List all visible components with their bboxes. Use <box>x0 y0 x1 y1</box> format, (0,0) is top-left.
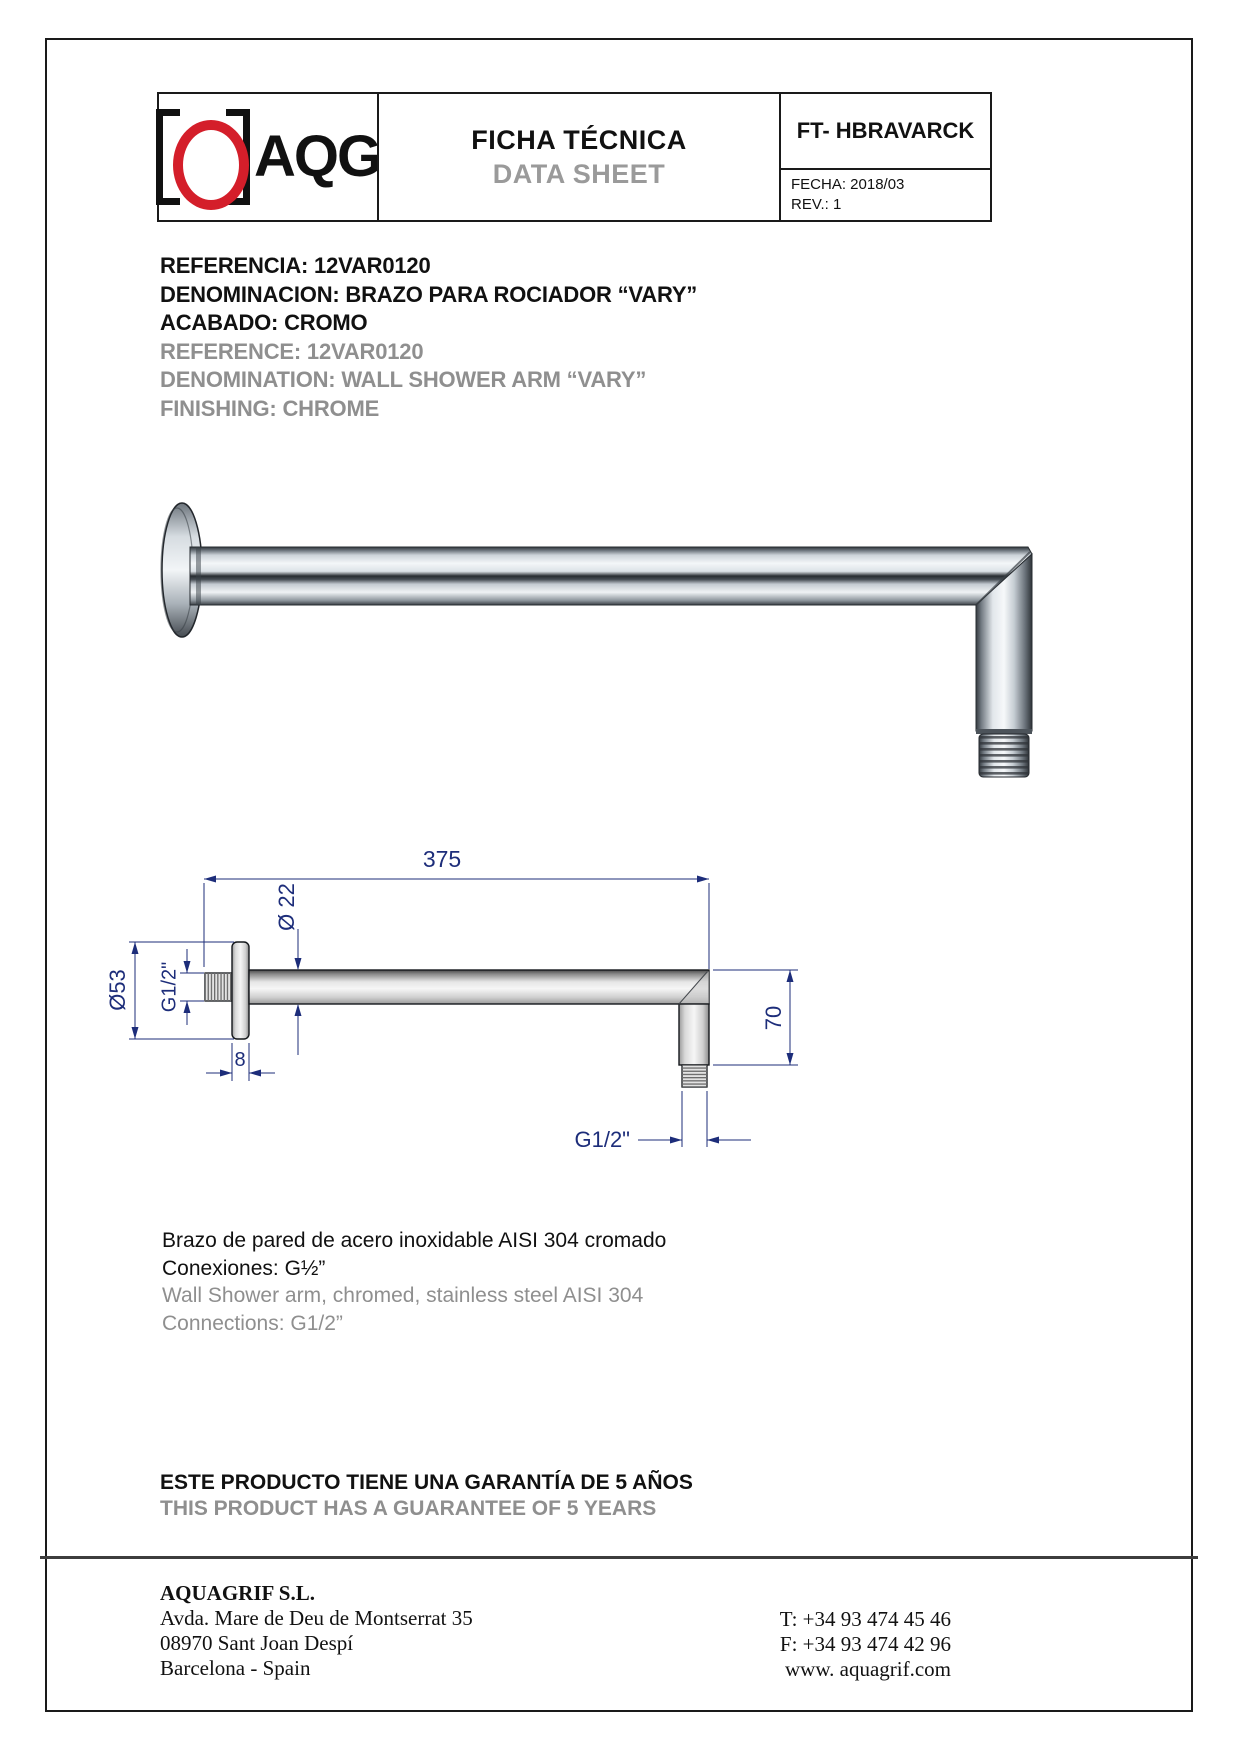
description-es-2: Conexiones: G½” <box>162 1256 326 1280</box>
doc-date: FECHA: 2018/03 <box>791 176 905 193</box>
company-address-3: Barcelona - Spain <box>160 1656 311 1680</box>
description-en-1: Wall Shower arm, chromed, stainless steel AISI 304 <box>162 1284 644 1307</box>
denomination-es: DENOMINACION: BRAZO PARA ROCIADOR “VARY” <box>160 281 698 307</box>
shower-arm-photo <box>161 503 1032 777</box>
datasheet-page <box>45 38 1193 1712</box>
horizontal-tube-drawing <box>249 970 709 1004</box>
flange-drawing <box>232 942 249 1039</box>
dim-flange-diameter-label: Ø53 <box>104 969 130 1011</box>
warranty-es: ESTE PRODUCTO TIENE UNA GARANTÍA DE 5 AÑOS <box>160 1471 693 1494</box>
horizontal-tube-photo <box>190 547 1032 605</box>
reference-es: REFERENCIA: 12VAR0120 <box>160 253 431 278</box>
doc-title-es: FICHA TÉCNICA <box>471 124 687 155</box>
doc-meta <box>781 168 990 220</box>
code-cell <box>779 94 990 220</box>
dim-outlet-thread-label: G1/2" <box>574 1127 630 1152</box>
logo-cell <box>159 94 381 220</box>
description-es-1: Brazo de pared de acero inoxidable AISI 304 cromado <box>162 1229 667 1252</box>
footer-company-block <box>160 1581 473 1681</box>
dim-wall-thread-label: G1/2" <box>158 961 181 1013</box>
technical-drawing <box>102 757 802 1152</box>
shower-arm-outline <box>205 942 709 1087</box>
description-block <box>162 1227 666 1337</box>
outlet-thread-ridges <box>979 734 1029 777</box>
aqg-logo-icon <box>156 109 250 205</box>
dim-drop-label: 70 <box>760 1005 786 1031</box>
outlet-thread-hatch <box>682 1065 707 1087</box>
company-name: AQUAGRIF S.L. <box>160 1581 315 1605</box>
warranty-en: THIS PRODUCT HAS A GUARANTEE OF 5 YEARS <box>160 1497 657 1520</box>
product-photo <box>152 442 1042 787</box>
warranty-block <box>160 1470 693 1522</box>
footer-contact-block <box>780 1607 951 1682</box>
doc-code: FT- HBRAVARCK <box>796 118 975 143</box>
company-address-2: 08970 Sant Joan Despí <box>160 1631 354 1655</box>
finish-es: ACABADO: CROMO <box>160 310 368 335</box>
title-cell <box>377 94 779 220</box>
doc-revision: REV.: 1 <box>791 196 842 213</box>
doc-title-en: DATA SHEET <box>492 158 666 189</box>
dim-flange-thickness-label: 8 <box>234 1049 246 1071</box>
thread-groove-photo <box>976 729 1032 734</box>
company-website: www. aquagrif.com <box>784 1657 951 1681</box>
description-en-2: Connections: G1/2” <box>162 1311 343 1335</box>
wall-thread-hatch <box>205 973 232 1001</box>
logo-red-ring <box>173 120 249 210</box>
footer-divider <box>40 1556 1198 1559</box>
tube-flange-shadow <box>196 547 201 605</box>
denomination-en: DENOMINATION: WALL SHOWER ARM “VARY” <box>160 367 647 392</box>
company-address-1: Avda. Mare de Deu de Montserrat 35 <box>160 1606 473 1630</box>
company-phone: T: +34 93 474 45 46 <box>779 1607 951 1631</box>
header-table <box>157 92 992 222</box>
logo-text: AQG <box>253 124 381 189</box>
dim-length-label: 375 <box>422 846 462 872</box>
company-fax: F: +34 93 474 42 96 <box>779 1632 951 1656</box>
reference-en: REFERENCE: 12VAR0120 <box>160 338 424 364</box>
dim-tube-diameter-label: Ø 22 <box>273 883 299 931</box>
finish-en: FINISHING: CHROME <box>160 395 380 421</box>
vertical-tube-drawing <box>679 1004 709 1065</box>
reference-block <box>160 252 697 423</box>
